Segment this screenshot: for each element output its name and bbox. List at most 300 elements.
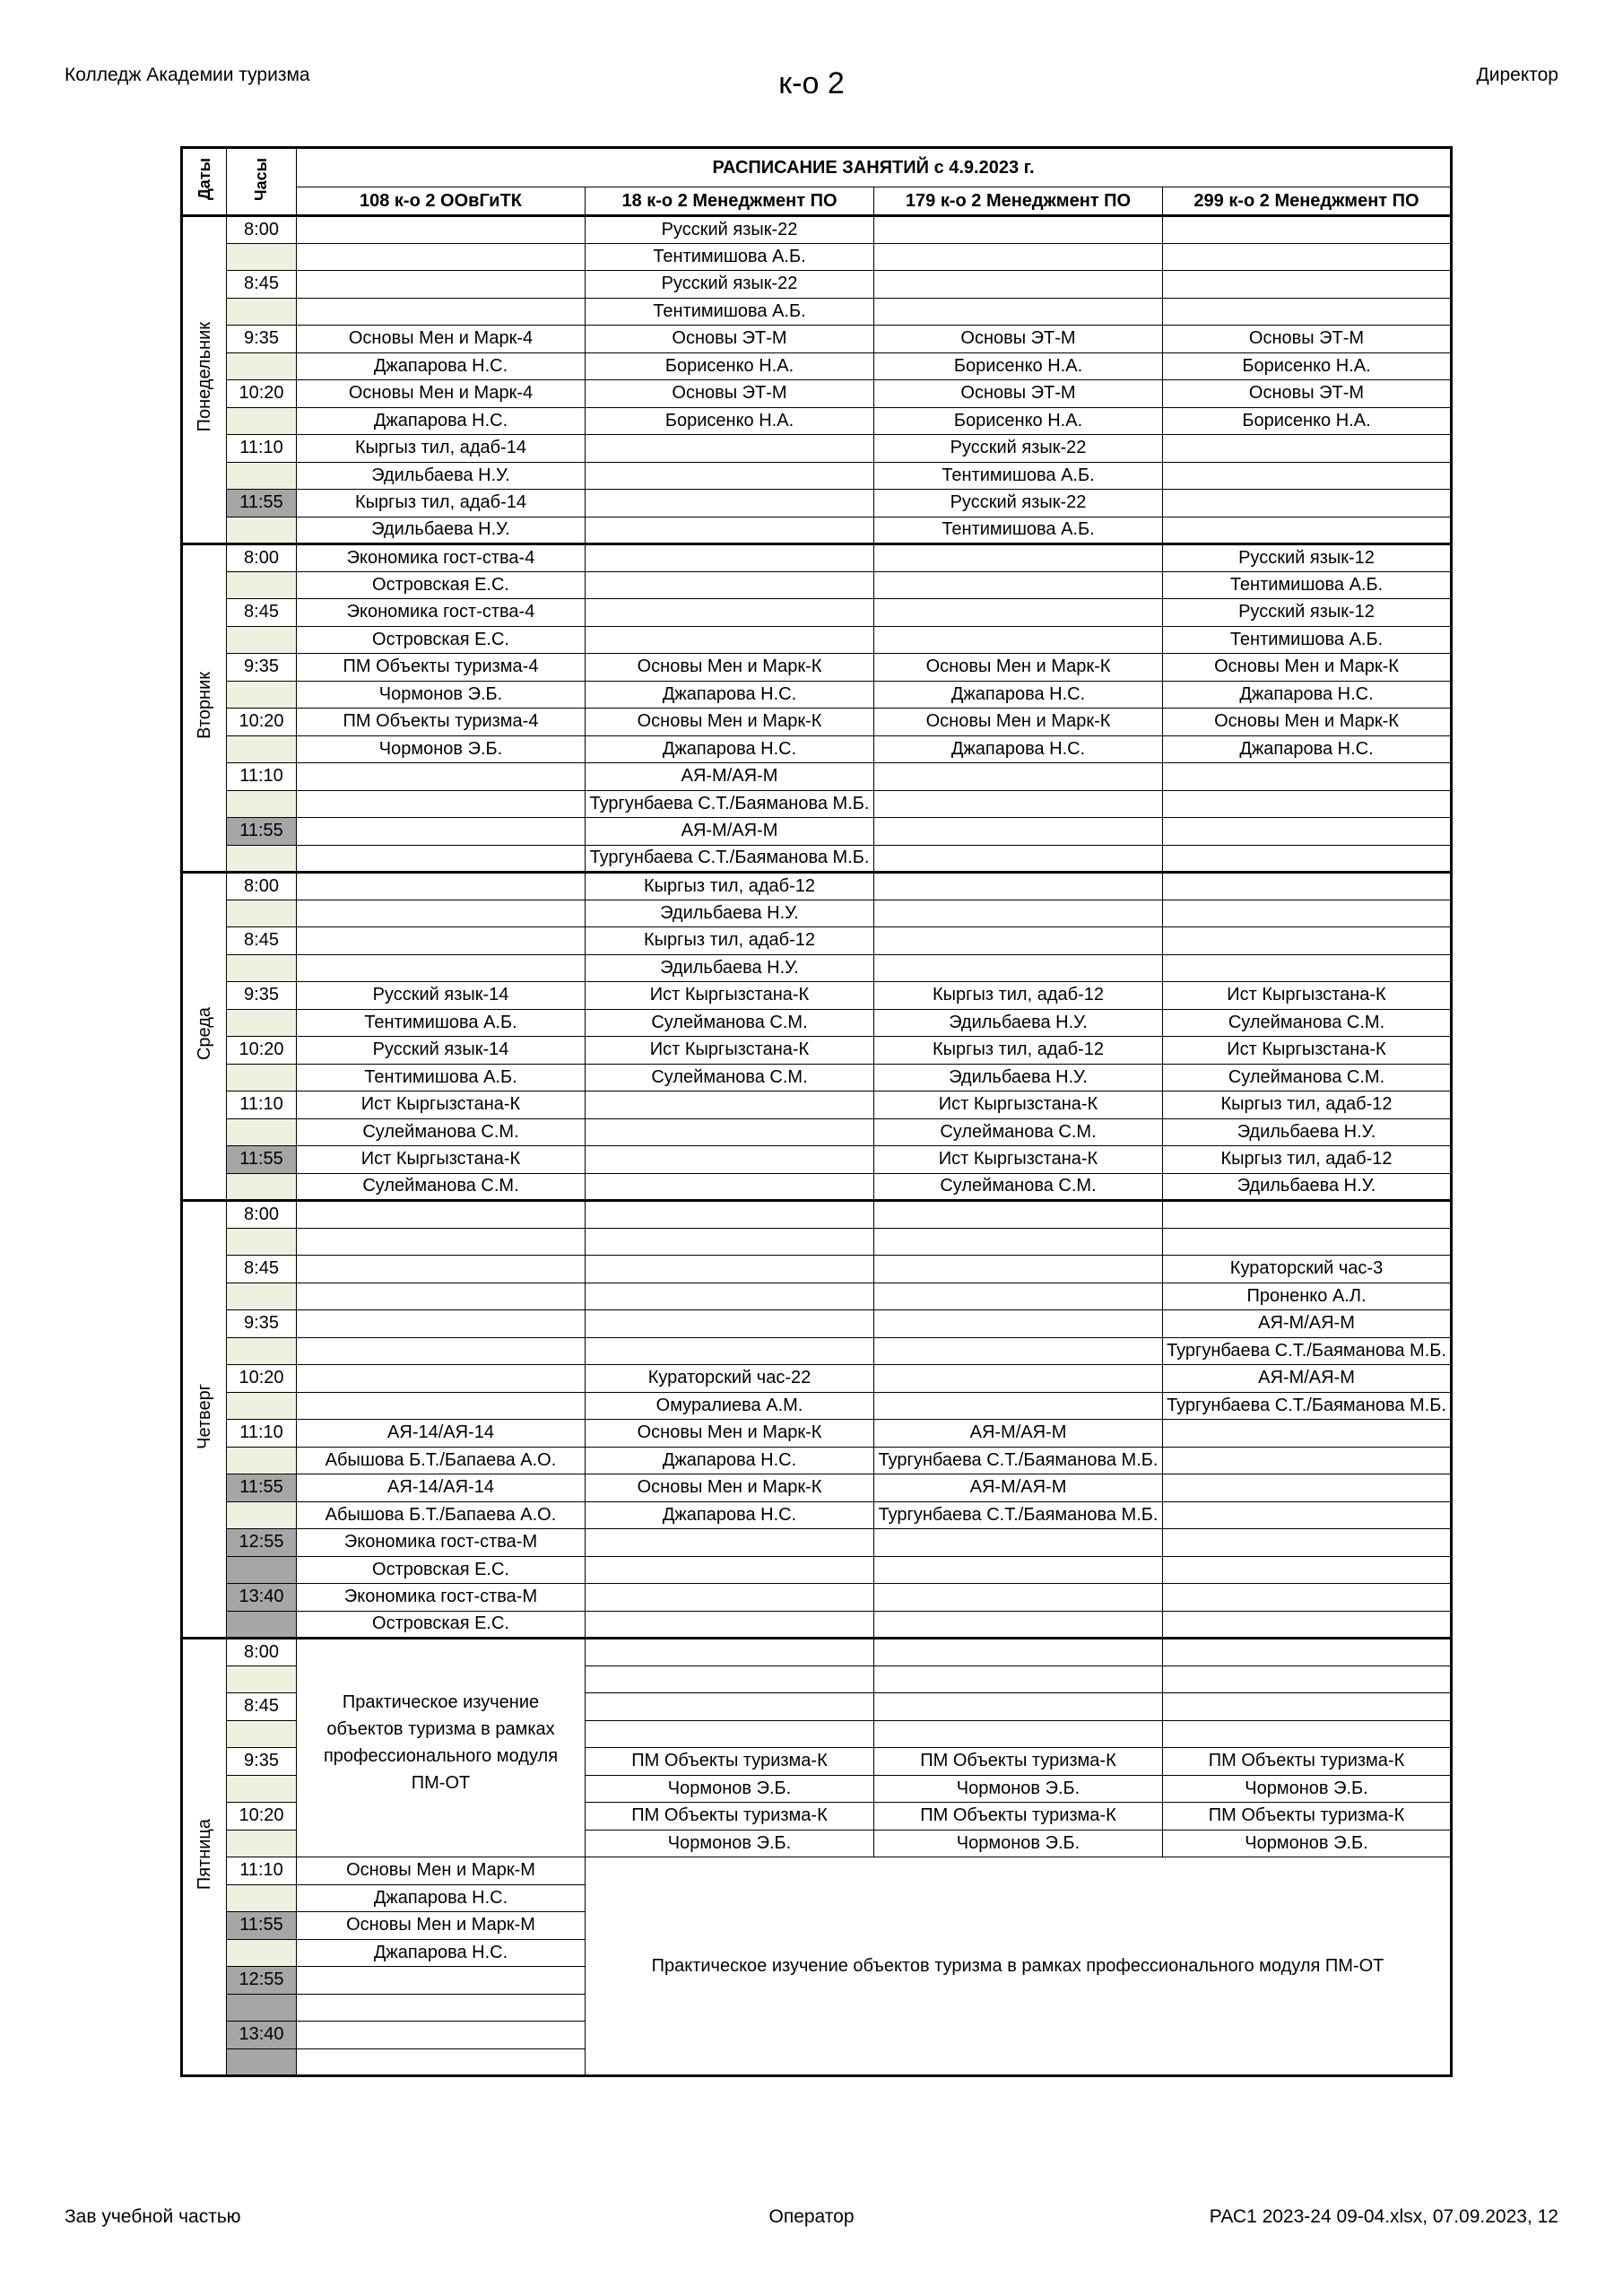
lesson-cell: Джапарова Н.С.: [297, 352, 586, 380]
lesson-cell: [297, 900, 586, 927]
day-label-cell: [182, 1639, 227, 2076]
lesson-cell: [1163, 818, 1452, 846]
lesson-cell: Основы ЭТ-М: [586, 326, 874, 353]
lesson-cell: Абышова Б.Т./Бапаева А.О.: [297, 1447, 586, 1474]
lesson-cell: [874, 1310, 1163, 1338]
lesson-cell: АЯ-14/АЯ-14: [297, 1474, 586, 1502]
lesson-cell: [1163, 1447, 1452, 1474]
lesson-cell: [297, 954, 586, 982]
lesson-cell: [1163, 954, 1452, 982]
lesson-cell: [297, 1310, 586, 1338]
lesson-cell: Основы Мен и Марк-К: [874, 709, 1163, 736]
lesson-cell: Тургунбаева С.Т./Баяманова М.Б.: [874, 1447, 1163, 1474]
lesson-cell: Сулейманова С.М.: [874, 1118, 1163, 1146]
day-label: Вторник: [194, 672, 214, 739]
lesson-cell: Эдильбаева Н.У.: [1163, 1173, 1452, 1201]
lesson-cell: [1163, 298, 1452, 326]
lesson-cell: Экономика гост-ства-4: [297, 599, 586, 627]
time-cell: [227, 407, 297, 435]
lesson-cell: Джапарова Н.С.: [1163, 735, 1452, 763]
time-cell: [227, 462, 297, 490]
lesson-cell: Русский язык-12: [1163, 544, 1452, 572]
lesson-cell: [874, 1584, 1163, 1612]
lesson-cell: [874, 626, 1163, 654]
lesson-cell: Сулейманова С.М.: [586, 1009, 874, 1037]
lesson-cell: [874, 1283, 1163, 1310]
lesson-cell: [586, 1611, 874, 1639]
lesson-cell: [297, 1365, 586, 1393]
lesson-cell: [1163, 1665, 1452, 1693]
lesson-cell: [1163, 517, 1452, 544]
time-cell: 8:00: [227, 873, 297, 900]
lesson-cell: [874, 1665, 1163, 1693]
lesson-cell: [297, 1256, 586, 1283]
lesson-cell: [874, 845, 1163, 873]
lesson-cell: [1163, 243, 1452, 271]
lesson-cell: [586, 626, 874, 654]
time-cell: 11:10: [227, 435, 297, 463]
lesson-cell: [1163, 1584, 1452, 1612]
lesson-cell: Ист Кыргызстана-К: [1163, 1037, 1452, 1065]
lesson-cell: Ист Кыргызстана-К: [586, 1037, 874, 1065]
lesson-cell: ПМ Объекты туризма-К: [1163, 1748, 1452, 1776]
lesson-cell: Борисенко Н.А.: [586, 352, 874, 380]
time-cell: [227, 243, 297, 271]
lesson-cell: [1163, 1501, 1452, 1529]
lesson-cell: Кыргыз тил, адаб-12: [874, 1037, 1163, 1065]
lesson-cell: Экономика гост-ства-М: [297, 1584, 586, 1612]
lesson-cell: [297, 1337, 586, 1365]
lesson-cell: Русский язык-14: [297, 982, 586, 1010]
lesson-cell: [874, 571, 1163, 599]
lesson-cell: [297, 271, 586, 299]
time-cell: [227, 1447, 297, 1474]
lesson-cell: ПМ Объекты туризма-4: [297, 709, 586, 736]
college-name: Колледж Академии туризма: [65, 65, 310, 85]
lesson-cell: Русский язык-12: [1163, 599, 1452, 627]
lesson-cell: [1163, 462, 1452, 490]
lesson-cell: Кыргыз тил, адаб-12: [1163, 1091, 1452, 1119]
lesson-cell: Кыргыз тил, адаб-14: [297, 490, 586, 517]
lesson-cell: Основы Мен и Марк-К: [874, 654, 1163, 682]
lesson-cell: [874, 900, 1163, 927]
lesson-cell: [1163, 1201, 1452, 1229]
time-cell: 11:55: [227, 1146, 297, 1174]
time-cell: [227, 735, 297, 763]
time-cell: [227, 517, 297, 544]
lesson-cell: Основы Мен и Марк-М: [297, 1912, 586, 1940]
lesson-cell: [874, 1556, 1163, 1584]
lesson-cell: ПМ Объекты туризма-К: [586, 1803, 874, 1831]
lesson-cell: [297, 845, 586, 873]
lesson-cell: Кураторский час-3: [1163, 1256, 1452, 1283]
lesson-cell: [1163, 1556, 1452, 1584]
lesson-cell: Тентимишова А.Б.: [297, 1009, 586, 1037]
lesson-cell: [874, 873, 1163, 900]
lesson-cell: [297, 1201, 586, 1229]
time-cell: 13:40: [227, 2022, 297, 2049]
time-cell: 11:10: [227, 1857, 297, 1885]
lesson-cell: [874, 818, 1163, 846]
lesson-cell: Кыргыз тил, адаб-12: [586, 927, 874, 955]
lesson-cell: [586, 1529, 874, 1557]
lesson-cell: Основы Мен и Марк-4: [297, 326, 586, 353]
lesson-cell: ПМ Объекты туризма-К: [874, 1748, 1163, 1776]
lesson-cell: [586, 1173, 874, 1201]
time-cell: [227, 1939, 297, 1967]
time-cell: 11:10: [227, 1420, 297, 1448]
lesson-cell: [1163, 1529, 1452, 1557]
time-cell: [227, 2048, 297, 2076]
lesson-cell: Русский язык-22: [874, 435, 1163, 463]
lesson-cell: Русский язык-22: [874, 490, 1163, 517]
lesson-cell: Сулейманова С.М.: [874, 1173, 1163, 1201]
lesson-cell: [874, 790, 1163, 818]
lesson-cell: ПМ Объекты туризма-4: [297, 654, 586, 682]
day-label: Пятница: [194, 1818, 214, 1891]
lesson-cell: Тентимишова А.Б.: [1163, 571, 1452, 599]
time-cell: 8:00: [227, 1201, 297, 1229]
lesson-cell: Основы Мен и Марк-К: [1163, 654, 1452, 682]
time-cell: 11:55: [227, 1912, 297, 1940]
lesson-cell: АЯ-М/АЯ-М: [586, 763, 874, 791]
lesson-cell: [586, 1556, 874, 1584]
lesson-cell: Джапарова Н.С.: [586, 681, 874, 709]
lesson-cell: [586, 1665, 874, 1693]
lesson-cell: [1163, 873, 1452, 900]
lesson-cell: Островская Е.С.: [297, 1611, 586, 1639]
lesson-cell: Экономика гост-ства-4: [297, 544, 586, 572]
lesson-cell: Тентимишова А.Б.: [1163, 626, 1452, 654]
lesson-cell: [297, 818, 586, 846]
time-cell: 12:55: [227, 1529, 297, 1557]
lesson-cell: Чормонов Э.Б.: [874, 1775, 1163, 1803]
lesson-cell: [586, 1228, 874, 1256]
lesson-cell: [1163, 271, 1452, 299]
lesson-cell: Джапарова Н.С.: [297, 1939, 586, 1967]
lesson-cell: Основы Мен и Марк-К: [586, 1474, 874, 1502]
lesson-cell: Тентимишова А.Б.: [586, 243, 874, 271]
lesson-cell: АЯ-М/АЯ-М: [586, 818, 874, 846]
lesson-cell: [874, 1228, 1163, 1256]
lesson-cell: [586, 462, 874, 490]
time-cell: 10:20: [227, 1037, 297, 1065]
lesson-cell: [1163, 1639, 1452, 1666]
time-cell: [227, 1173, 297, 1201]
lesson-cell: Сулейманова С.М.: [1163, 1009, 1452, 1037]
lesson-cell: Островская Е.С.: [297, 1556, 586, 1584]
lesson-cell: Эдильбаева Н.У.: [1163, 1118, 1452, 1146]
lesson-cell: [874, 243, 1163, 271]
lesson-cell: Островская Е.С.: [297, 626, 586, 654]
lesson-cell: Кураторский час-22: [586, 1365, 874, 1393]
lesson-cell: Джапарова Н.С.: [586, 1501, 874, 1529]
time-cell: [227, 681, 297, 709]
lesson-cell: [874, 1611, 1163, 1639]
dates-header: Даты: [195, 158, 213, 201]
lesson-cell: Ист Кыргызстана-К: [586, 982, 874, 1010]
time-cell: 8:45: [227, 1693, 297, 1721]
lesson-cell: [874, 1529, 1163, 1557]
time-cell: 9:35: [227, 326, 297, 353]
lesson-cell: Чормонов Э.Б.: [586, 1775, 874, 1803]
lesson-cell: Борисенко Н.А.: [874, 352, 1163, 380]
lesson-cell: ПМ Объекты туризма-К: [586, 1748, 874, 1776]
practice-cell-wide: Практическое изучение объектов туризма в рамках профессионального модуля ПМ-ОТ: [586, 1857, 1452, 2076]
lesson-cell: [874, 1693, 1163, 1721]
time-cell: 12:55: [227, 1967, 297, 1995]
group-header: 299 к-о 2 Менеджмент ПО: [1163, 187, 1452, 216]
lesson-cell: Чормонов Э.Б.: [586, 1830, 874, 1857]
lesson-cell: Основы ЭТ-М: [874, 380, 1163, 408]
time-cell: [227, 954, 297, 982]
time-cell: [227, 1283, 297, 1310]
time-cell: 8:45: [227, 599, 297, 627]
lesson-cell: Основы ЭТ-М: [1163, 380, 1452, 408]
time-cell: 9:35: [227, 654, 297, 682]
group-header: 18 к-о 2 Менеджмент ПО: [586, 187, 874, 216]
lesson-cell: Эдильбаева Н.У.: [874, 1064, 1163, 1091]
time-cell: [227, 626, 297, 654]
lesson-cell: [874, 1639, 1163, 1666]
lesson-cell: [874, 1392, 1163, 1420]
hours-header: Часы: [252, 157, 270, 202]
lesson-cell: [874, 1365, 1163, 1393]
lesson-cell: [586, 544, 874, 572]
lesson-cell: Основы Мен и Марк-4: [297, 380, 586, 408]
group-header: 108 к-о 2 ООвГиТК: [297, 187, 586, 216]
lesson-cell: [297, 927, 586, 955]
lesson-cell: [874, 954, 1163, 982]
lesson-cell: [586, 1283, 874, 1310]
time-cell: 11:55: [227, 490, 297, 517]
lesson-cell: Основы ЭТ-М: [874, 326, 1163, 353]
lesson-cell: [586, 1118, 874, 1146]
lesson-cell: [586, 571, 874, 599]
lesson-cell: [874, 271, 1163, 299]
lesson-cell: [586, 490, 874, 517]
director-label: Директор: [1476, 65, 1558, 85]
lesson-cell: [1163, 1693, 1452, 1721]
lesson-cell: [874, 1256, 1163, 1283]
time-cell: [227, 1720, 297, 1748]
lesson-cell: Тентимишова А.Б.: [297, 1064, 586, 1091]
lesson-cell: [1163, 1228, 1452, 1256]
lesson-cell: Основы Мен и Марк-К: [586, 654, 874, 682]
lesson-cell: Основы Мен и Марк-М: [297, 1857, 586, 1885]
time-cell: 9:35: [227, 1310, 297, 1338]
lesson-cell: Кыргыз тил, адаб-12: [874, 982, 1163, 1010]
time-cell: 8:00: [227, 216, 297, 244]
lesson-cell: Ист Кыргызстана-К: [297, 1091, 586, 1119]
time-cell: 10:20: [227, 1365, 297, 1393]
time-cell: [227, 1830, 297, 1857]
time-cell: [227, 1501, 297, 1529]
lesson-cell: Кыргыз тил, адаб-14: [297, 435, 586, 463]
lesson-cell: [1163, 435, 1452, 463]
academic-head-label: Зав учебной частью: [65, 2206, 241, 2227]
time-cell: [227, 1884, 297, 1912]
time-cell: 13:40: [227, 1584, 297, 1612]
lesson-cell: Кыргыз тил, адаб-12: [1163, 1146, 1452, 1174]
lesson-cell: [874, 763, 1163, 791]
lesson-cell: Тургунбаева С.Т./Баяманова М.Б.: [874, 1501, 1163, 1529]
day-label-cell: [182, 1201, 227, 1639]
time-cell: [227, 1775, 297, 1803]
lesson-cell: Эдильбаева Н.У.: [586, 900, 874, 927]
lesson-cell: [586, 1146, 874, 1174]
lesson-cell: [586, 1720, 874, 1748]
lesson-cell: Тургунбаева С.Т./Баяманова М.Б.: [586, 790, 874, 818]
lesson-cell: Чормонов Э.Б.: [1163, 1775, 1452, 1803]
lesson-cell: Ист Кыргызстана-К: [297, 1146, 586, 1174]
time-cell: [227, 1556, 297, 1584]
time-cell: 10:20: [227, 380, 297, 408]
time-cell: [227, 845, 297, 873]
lesson-cell: Чормонов Э.Б.: [297, 681, 586, 709]
lesson-cell: [874, 927, 1163, 955]
lesson-cell: [874, 1720, 1163, 1748]
lesson-cell: Эдильбаева Н.У.: [874, 1009, 1163, 1037]
lesson-cell: [297, 1994, 586, 2022]
lesson-cell: АЯ-М/АЯ-М: [1163, 1310, 1452, 1338]
lesson-cell: ПМ Объекты туризма-К: [874, 1803, 1163, 1831]
lesson-cell: Джапарова Н.С.: [586, 1447, 874, 1474]
lesson-cell: Русский язык-22: [586, 216, 874, 244]
day-label: Среда: [194, 1006, 214, 1061]
lesson-cell: [297, 790, 586, 818]
lesson-cell: Основы Мен и Марк-К: [586, 709, 874, 736]
lesson-cell: Чормонов Э.Б.: [1163, 1830, 1452, 1857]
lesson-cell: Чормонов Э.Б.: [297, 735, 586, 763]
time-cell: [227, 1064, 297, 1091]
time-cell: [227, 900, 297, 927]
lesson-cell: [297, 243, 586, 271]
lesson-cell: [297, 873, 586, 900]
lesson-cell: Сулейманова С.М.: [586, 1064, 874, 1091]
lesson-cell: [586, 435, 874, 463]
lesson-cell: Чормонов Э.Б.: [874, 1830, 1163, 1857]
lesson-cell: Джапарова Н.С.: [874, 735, 1163, 763]
lesson-cell: [586, 517, 874, 544]
lesson-cell: [874, 298, 1163, 326]
time-cell: 8:45: [227, 927, 297, 955]
lesson-cell: Ист Кыргызстана-К: [874, 1146, 1163, 1174]
lesson-cell: АЯ-М/АЯ-М: [1163, 1365, 1452, 1393]
lesson-cell: Сулейманова С.М.: [297, 1173, 586, 1201]
lesson-cell: [586, 1091, 874, 1119]
lesson-cell: Основы Мен и Марк-К: [586, 1420, 874, 1448]
lesson-cell: Ист Кыргызстана-К: [874, 1091, 1163, 1119]
lesson-cell: [1163, 763, 1452, 791]
time-cell: [227, 790, 297, 818]
lesson-cell: Основы ЭТ-М: [1163, 326, 1452, 353]
lesson-cell: Омуралиева А.М.: [586, 1392, 874, 1420]
day-label-cell: [182, 873, 227, 1201]
lesson-cell: АЯ-М/АЯ-М: [874, 1474, 1163, 1502]
lesson-cell: [1163, 1474, 1452, 1502]
lesson-cell: Тургунбаева С.Т./Баяманова М.Б.: [586, 845, 874, 873]
lesson-cell: [1163, 900, 1452, 927]
schedule-table: [180, 146, 1453, 2077]
lesson-cell: Тургунбаева С.Т./Баяманова М.Б.: [1163, 1392, 1452, 1420]
lesson-cell: Борисенко Н.А.: [586, 407, 874, 435]
lesson-cell: Эдильбаева Н.У.: [297, 517, 586, 544]
lesson-cell: Тентимишова А.Б.: [874, 462, 1163, 490]
time-cell: 11:55: [227, 818, 297, 846]
lesson-cell: [874, 1201, 1163, 1229]
lesson-cell: Островская Е.С.: [297, 571, 586, 599]
lesson-cell: [874, 1337, 1163, 1365]
lesson-cell: [874, 599, 1163, 627]
lesson-cell: [586, 1584, 874, 1612]
lesson-cell: [586, 599, 874, 627]
time-cell: 8:45: [227, 1256, 297, 1283]
lesson-cell: [1163, 927, 1452, 955]
time-cell: [227, 1994, 297, 2022]
lesson-cell: Ист Кыргызстана-К: [1163, 982, 1452, 1010]
lesson-cell: [586, 1693, 874, 1721]
lesson-cell: [1163, 1420, 1452, 1448]
time-cell: [227, 1392, 297, 1420]
time-cell: 11:55: [227, 1474, 297, 1502]
day-label: Четверг: [194, 1384, 214, 1449]
time-cell: [227, 571, 297, 599]
lesson-cell: ПМ Объекты туризма-К: [1163, 1803, 1452, 1831]
lesson-cell: Эдильбаева Н.У.: [297, 462, 586, 490]
time-cell: 8:00: [227, 544, 297, 572]
lesson-cell: [874, 216, 1163, 244]
lesson-cell: Тентимишова А.Б.: [586, 298, 874, 326]
lesson-cell: Русский язык-14: [297, 1037, 586, 1065]
time-cell: 8:45: [227, 271, 297, 299]
lesson-cell: [1163, 845, 1452, 873]
file-info: РАС1 2023-24 09-04.xlsx, 07.09.2023, 12: [1209, 2206, 1558, 2227]
lesson-cell: [1163, 490, 1452, 517]
lesson-cell: [297, 1967, 586, 1995]
time-cell: 9:35: [227, 982, 297, 1010]
lesson-cell: [1163, 1611, 1452, 1639]
lesson-cell: [586, 1310, 874, 1338]
time-cell: [227, 1009, 297, 1037]
time-cell: 8:00: [227, 1639, 297, 1666]
lesson-cell: Борисенко Н.А.: [1163, 352, 1452, 380]
lesson-cell: [297, 1392, 586, 1420]
lesson-cell: [297, 2022, 586, 2049]
time-cell: 10:20: [227, 1803, 297, 1831]
lesson-cell: АЯ-М/АЯ-М: [874, 1420, 1163, 1448]
lesson-cell: Джапарова Н.С.: [297, 407, 586, 435]
lesson-cell: [297, 1283, 586, 1310]
lesson-cell: Кыргыз тил, адаб-12: [586, 873, 874, 900]
time-cell: [227, 1228, 297, 1256]
practice-cell-col1: Практическое изучение объектов туризма в рамках профессионального модуля ПМ-ОТ: [297, 1639, 586, 1857]
lesson-cell: Джапарова Н.С.: [874, 681, 1163, 709]
operator-label: Оператор: [768, 2206, 855, 2227]
lesson-cell: Основы Мен и Марк-К: [1163, 709, 1452, 736]
page-title: к-о 2: [778, 66, 845, 100]
time-cell: [227, 1611, 297, 1639]
lesson-cell: [586, 1337, 874, 1365]
lesson-cell: Джапарова Н.С.: [1163, 681, 1452, 709]
hours-header-cell: [227, 148, 297, 216]
group-header: 179 к-о 2 Менеджмент ПО: [874, 187, 1163, 216]
time-cell: [227, 352, 297, 380]
lesson-cell: [297, 1228, 586, 1256]
lesson-cell: Эдильбаева Н.У.: [586, 954, 874, 982]
lesson-cell: [297, 2048, 586, 2076]
lesson-cell: Сулейманова С.М.: [297, 1118, 586, 1146]
